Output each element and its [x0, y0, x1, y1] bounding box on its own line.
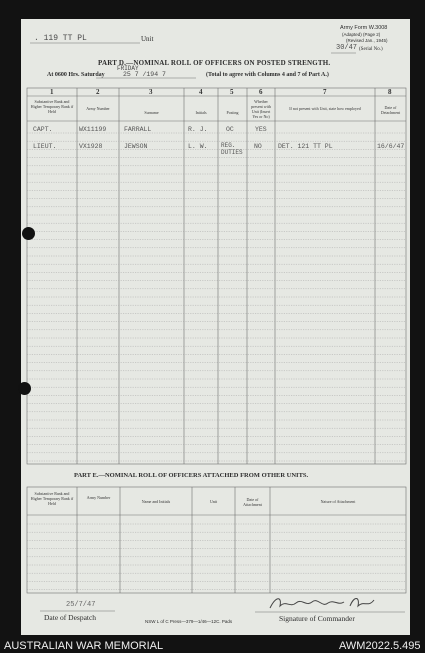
part-d-title: PART D.—NOMINAL ROLL OF OFFICERS ON POSTED STRENGTH.: [98, 59, 331, 67]
column-number-8: 8: [388, 88, 392, 96]
column-number-6: 6: [259, 88, 263, 96]
total-note: (Total to agree with Columns 4 and 7 of Part A.): [206, 72, 329, 78]
header-date-detachment: Date of Detachment: [380, 105, 401, 115]
column-number-1: 1: [50, 88, 54, 96]
header-employed: If not present with Unit, state how employed: [289, 106, 361, 111]
header-posting: Posting: [226, 110, 239, 115]
caption-right: AWM2022.5.495: [339, 640, 421, 652]
header-army-number: Army Number: [86, 106, 110, 111]
column-number-5: 5: [230, 88, 234, 96]
row2-surname: JEWSON: [124, 143, 148, 150]
at-label: At 0600 Hrs. Saturday: [47, 72, 105, 78]
row1-posting: OC: [226, 126, 234, 133]
form-name: Army Form W.3008: [340, 25, 388, 31]
despatch-label: Date of Despatch: [44, 613, 97, 622]
column-number-2: 2: [96, 88, 100, 96]
column-number-3: 3: [149, 88, 153, 96]
part-e-header-nature: Nature of Attachment: [320, 499, 356, 504]
row1-surname: FARRALL: [124, 126, 152, 133]
binder-hole-bottom: [18, 382, 31, 395]
row2-number: VX1928: [79, 143, 103, 150]
part-e-title: PART E.—NOMINAL ROLL OF OFFICERS ATTACHED FROM OTHER UNITS.: [74, 472, 309, 479]
form-revised: (Revised Jan., 1945): [346, 38, 388, 43]
row1-initials: R. J.: [188, 126, 208, 133]
part-e-header-name: Name and Initials: [141, 499, 171, 504]
part-e-header-rank: Substantive Rank and Higher Temporary Rank if Held: [30, 491, 74, 506]
commander-signature: [268, 594, 378, 612]
part-e-header-unit: Unit: [209, 499, 218, 504]
unit-label: Unit: [141, 35, 154, 43]
form-adapted: (Adapted) (Page 2): [342, 32, 381, 37]
row1-present: YES: [255, 126, 267, 133]
column-number-7: 7: [323, 88, 327, 96]
row1-number: WX11199: [79, 126, 107, 133]
signature-label: Signature of Commander: [279, 614, 355, 623]
header-rank: Substantive Rank and Higher Temporary Rank if Held: [30, 99, 74, 114]
caption-left: AUSTRALIAN WAR MEMORIAL: [4, 640, 164, 652]
row2-rank: LIEUT.: [33, 143, 57, 150]
header-surname: Surname: [144, 110, 159, 115]
unit-value: . 119 TT PL: [34, 34, 87, 43]
binder-hole-top: [22, 227, 35, 240]
date-value: 25 7 /194 7: [123, 71, 166, 78]
part-e-header-date: Date of Attachment: [243, 497, 262, 507]
row2-date: 16/6/47: [377, 143, 405, 150]
part-e-header-number: Army Number: [86, 495, 111, 500]
row2-initials: L. W.: [188, 143, 208, 150]
header-present: Whether present with Unit (Insert Yes or No): [251, 99, 271, 119]
printer-note: NSW L of C Press—379—1/46—12C. Pads: [145, 619, 233, 624]
despatch-date: 25/7/47: [66, 601, 96, 609]
header-initials: Initials: [195, 110, 207, 115]
row2-present: NO: [254, 143, 262, 150]
row2-employed: DET. 121 TT PL: [278, 143, 333, 150]
row2-posting: REG. DUTIES: [221, 142, 243, 156]
day-overwrite: FRIDAY: [117, 65, 139, 72]
serial-label: (Serial No.): [359, 47, 383, 52]
column-number-4: 4: [199, 88, 203, 96]
row1-rank: CAPT.: [33, 126, 53, 133]
serial-value: 30/47: [336, 44, 358, 52]
